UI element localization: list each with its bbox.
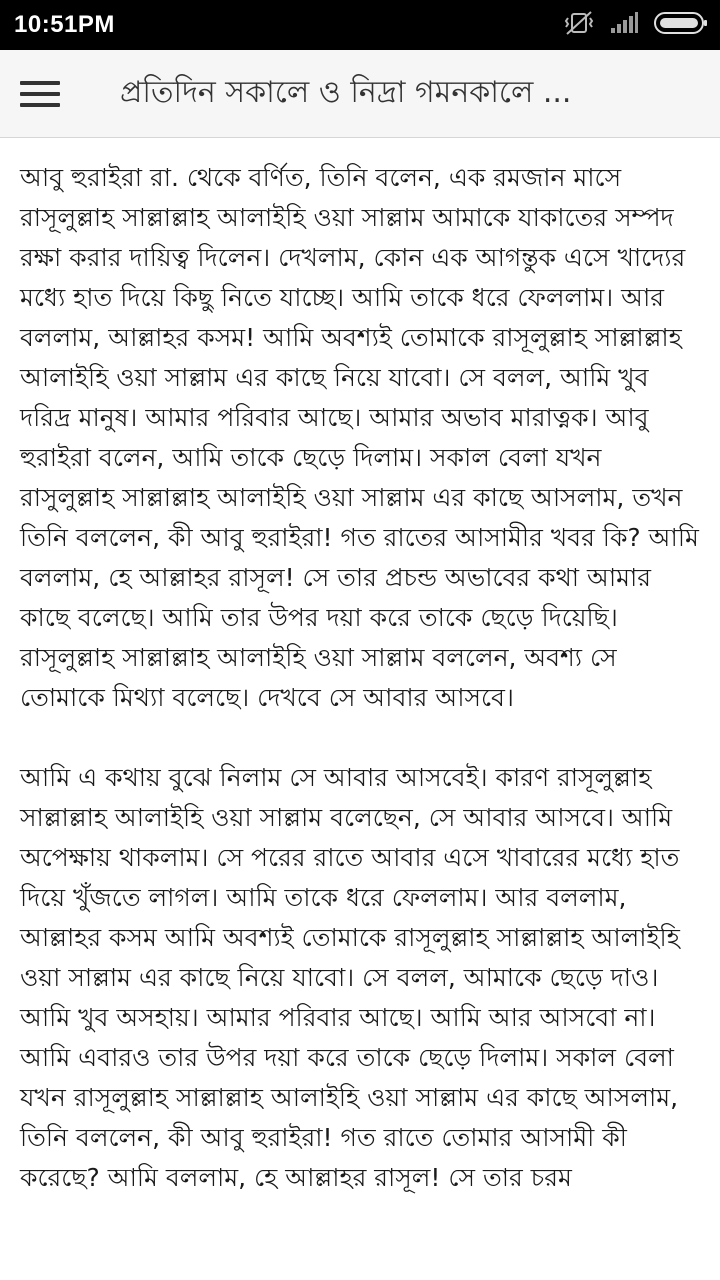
signal-icon — [610, 12, 638, 38]
battery-icon — [654, 11, 708, 39]
hamburger-menu-icon[interactable] — [20, 81, 60, 107]
status-icons — [564, 10, 708, 40]
article-paragraph: আমি এ কথায় বুঝে নিলাম সে আবার আসবেই। কারণ রাসূলুল্লাহ সাল্লাল্লাহ আলাইহি ওয়া সাল্লাম বলেছেন, সে আবার আসবে। আমি অপেক্ষায় থাকলাম। সে পরের রাতে আবার এসে খাবারের মধ্যে হাত দিয়ে খুঁজতে লাগল। আমি তাকে ধরে ফেললাম। আর বললাম, আল্লাহর কসম আমি অবশ্যই তোমাকে রাসূলুল্লাহ সাল্লাল্লাহ আলাইহি ওয়া সাল্লাম এর কাছে নিয়ে যাবো। সে বলল, আমাকে ছেড়ে দাও। আমি খুব অসহায়। আমার পরিবার আছে। আমি আর আসবো না। আমি এবারও তার উপর দয়া করে তাকে ছেড়ে দিলাম। সকাল বেলা যখন রাসূলুল্লাহ সাল্লাল্লাহ আলাইহি ওয়া সাল্লাম এর কাছে আসলাম, তিনি বললেন, কী আবু হুরাইরা! গত রাতে তোমার আসামী কী করেছে? আমি বললাম, হে আল্লাহর রাসূল! সে তার চরম — [20, 763, 680, 1192]
status-bar — [0, 0, 720, 50]
status-time: 10:51PM — [14, 11, 115, 38]
app-bar — [0, 50, 720, 138]
article-body[interactable] — [0, 138, 720, 1280]
article-paragraph: আবু হুরাইরা রা. থেকে বর্ণিত, তিনি বলেন, এক রমজান মাসে রাসূলুল্লাহ সাল্লাল্লাহ আলাইহি ওয়া সাল্লাম আমাকে যাকাতের সম্পদ রক্ষা করার দায়িত্ব দিলেন। দেখলাম, কোন এক আগন্তুক এসে খাদ্যের মধ্যে হাত দিয়ে কিছু নিতে যাচ্ছে। আমি তাকে ধরে ফেললাম। আর বললাম, আল্লাহর কসম! আমি অবশ্যই তোমাকে রাসূলুল্লাহ সাল্লাল্লাহ আলাইহি ওয়া সাল্লাম এর কাছে নিয়ে যাবো। সে বলল, আমি খুব দরিদ্র মানুষ। আমার পরিবার আছে। আমার অভাব মারাত্নক। আবু হুরাইরা বলেন, আমি তাকে ছেড়ে দিলাম। সকাল বেলা যখন রাসুলুল্লাহ সাল্লাল্লাহ আলাইহি ওয়া সাল্লাম এর কাছে আসলাম, তখন তিনি বললেন, কী আবু হুরাইরা! গত রাতের আসামীর খবর কি? আমি বললাম, হে আল্লাহর রাসূল! সে তার প্রচন্ড অভাবের কথা আমার কাছে বলেছে। আমি তার উপর দয়া করে তাকে ছেড়ে দিয়েছি। রাসূলুল্লাহ সাল্লাল্লাহ আলাইহি ওয়া সাল্লাম বললেন, অবশ্য সে তোমাকে মিথ্যা বলেছে। দেখবে সে আবার আসবে। — [20, 163, 699, 712]
page-title: প্রতিদিন সকালে ও নিদ্রা গমনকালে ... — [120, 75, 572, 110]
vibrate-off-icon — [564, 10, 594, 40]
